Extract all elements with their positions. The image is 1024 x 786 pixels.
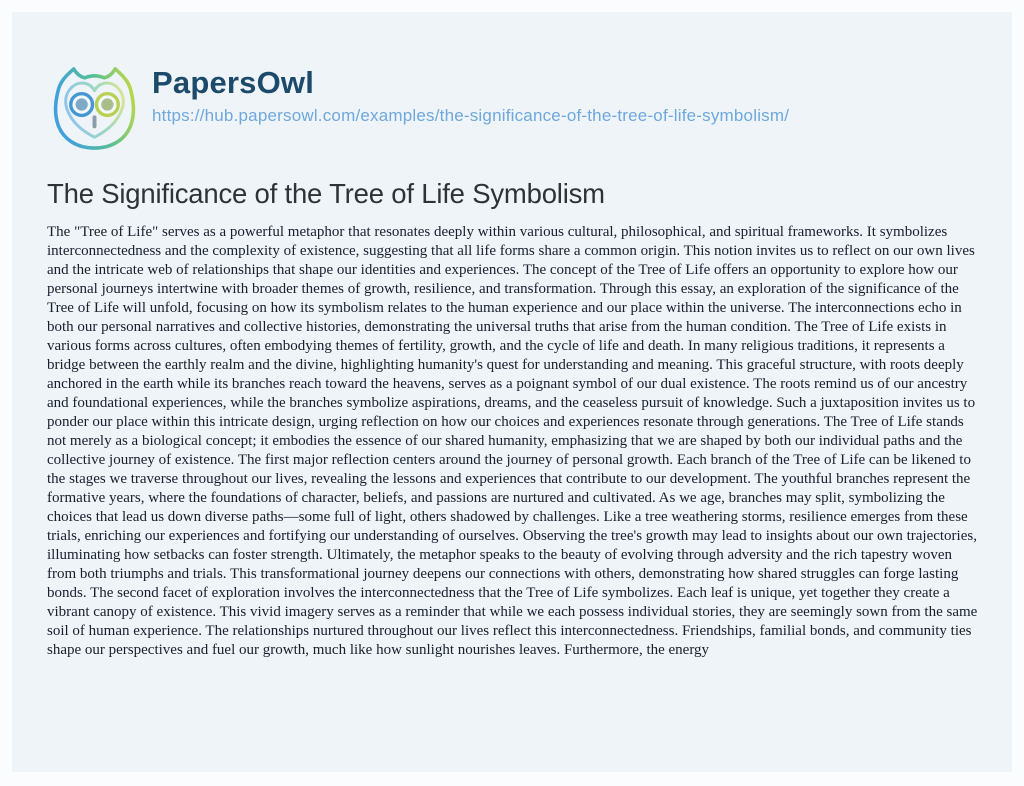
site-header [47, 60, 977, 156]
header-text [152, 60, 789, 126]
article-body-paragraph: The "Tree of Life" serves as a powerful metaphor that resonates deeply within various cultural, philosophical, and spiritual frameworks. It symbolizes interconnectedness and the complexity of existence, suggesting that all life forms share a common origin. This notion invites us to reflect on our own lives and the intricate web of relationships that shape our identities and experiences. The concept of the Tree of Life offers an opportunity to explore how our personal journeys intertwine with broader themes of growth, resilience, and transformation. Through this essay, an exploration of the significance of the Tree of Life will unfold, focusing on how its symbolism relates to the human experience and our place within the universe. The interconnections echo in both our personal narratives and collective histories, demonstrating the universal truths that arise from the human condition. The Tree of Life exists in various forms across cultures, often embodying themes of fertility, growth, and the cycle of life and death. In many religious traditions, it represents a bridge between the earthly realm and the divine, highlighting humanity's quest for understanding and meaning. This graceful structure, with roots deeply anchored in the earth while its branches reach toward the heavens, serves as a poignant symbol of our dual existence. The roots remind us of our ancestry and foundational experiences, while the branches symbolize aspirations, dreams, and the ceaseless pursuit of knowledge. Such a juxtaposition invites us to ponder our place within this intricate design, urging reflection on how our choices and experiences resonate through generations. The Tree of Life stands not merely as a biological concept; it embodies the essence of our shared humanity, emphasizing that we are shaped by both our individual paths and the collective journey of existence. The first major reflection centers around the journey of personal growth. Each branch of the Tree of Life can be likened to the stages we traverse throughout our lives, revealing the lessons and experiences that contribute to our development. The youthful branches represent the formative years, where the foundations of character, beliefs, and passions are nurtured and cultivated. As we age, branches may split, symbolizing the choices that lead us down diverse paths—some full of light, others shadowed by challenges. Like a tree weathering storms, resilience emerges from these trials, enriching our experiences and fortifying our understanding of ourselves. Observing the tree's growth may lead to insights about our own trajectories, illuminating how setbacks can foster strength. Ultimately, the metaphor speaks to the beauty of evolving through adversity and the rich tapestry woven from both triumphs and trials. This transformational journey deepens our connections with others, demonstrating how shared struggles can forge lasting bonds. The second facet of exploration involves the interconnectedness that the Tree of Life symbolizes. Each leaf is unique, yet together they create a vibrant canopy of existence. This vivid imagery serves as a reminder that while we each possess individual stories, they are seemingly sown from the same soil of human experience. The relationships nurtured throughout our lives reflect this interconnectedness. Friendships, familial bonds, and community ties shape our perspectives and fuel our growth, much like how sunlight nourishes leaves. Furthermore, the energy [47, 224, 978, 658]
papersowl-logo[interactable] [47, 60, 142, 155]
article-title: The Significance of the Tree of Life Symbolism [47, 178, 605, 209]
source-url-link[interactable]: https://hub.papersowl.com/examples/the-significance-of-the-tree-of-life-symbolism/ [152, 106, 790, 125]
owl-icon [47, 60, 142, 155]
brand-name[interactable]: PapersOwl [152, 65, 315, 100]
document-card [12, 12, 1012, 772]
